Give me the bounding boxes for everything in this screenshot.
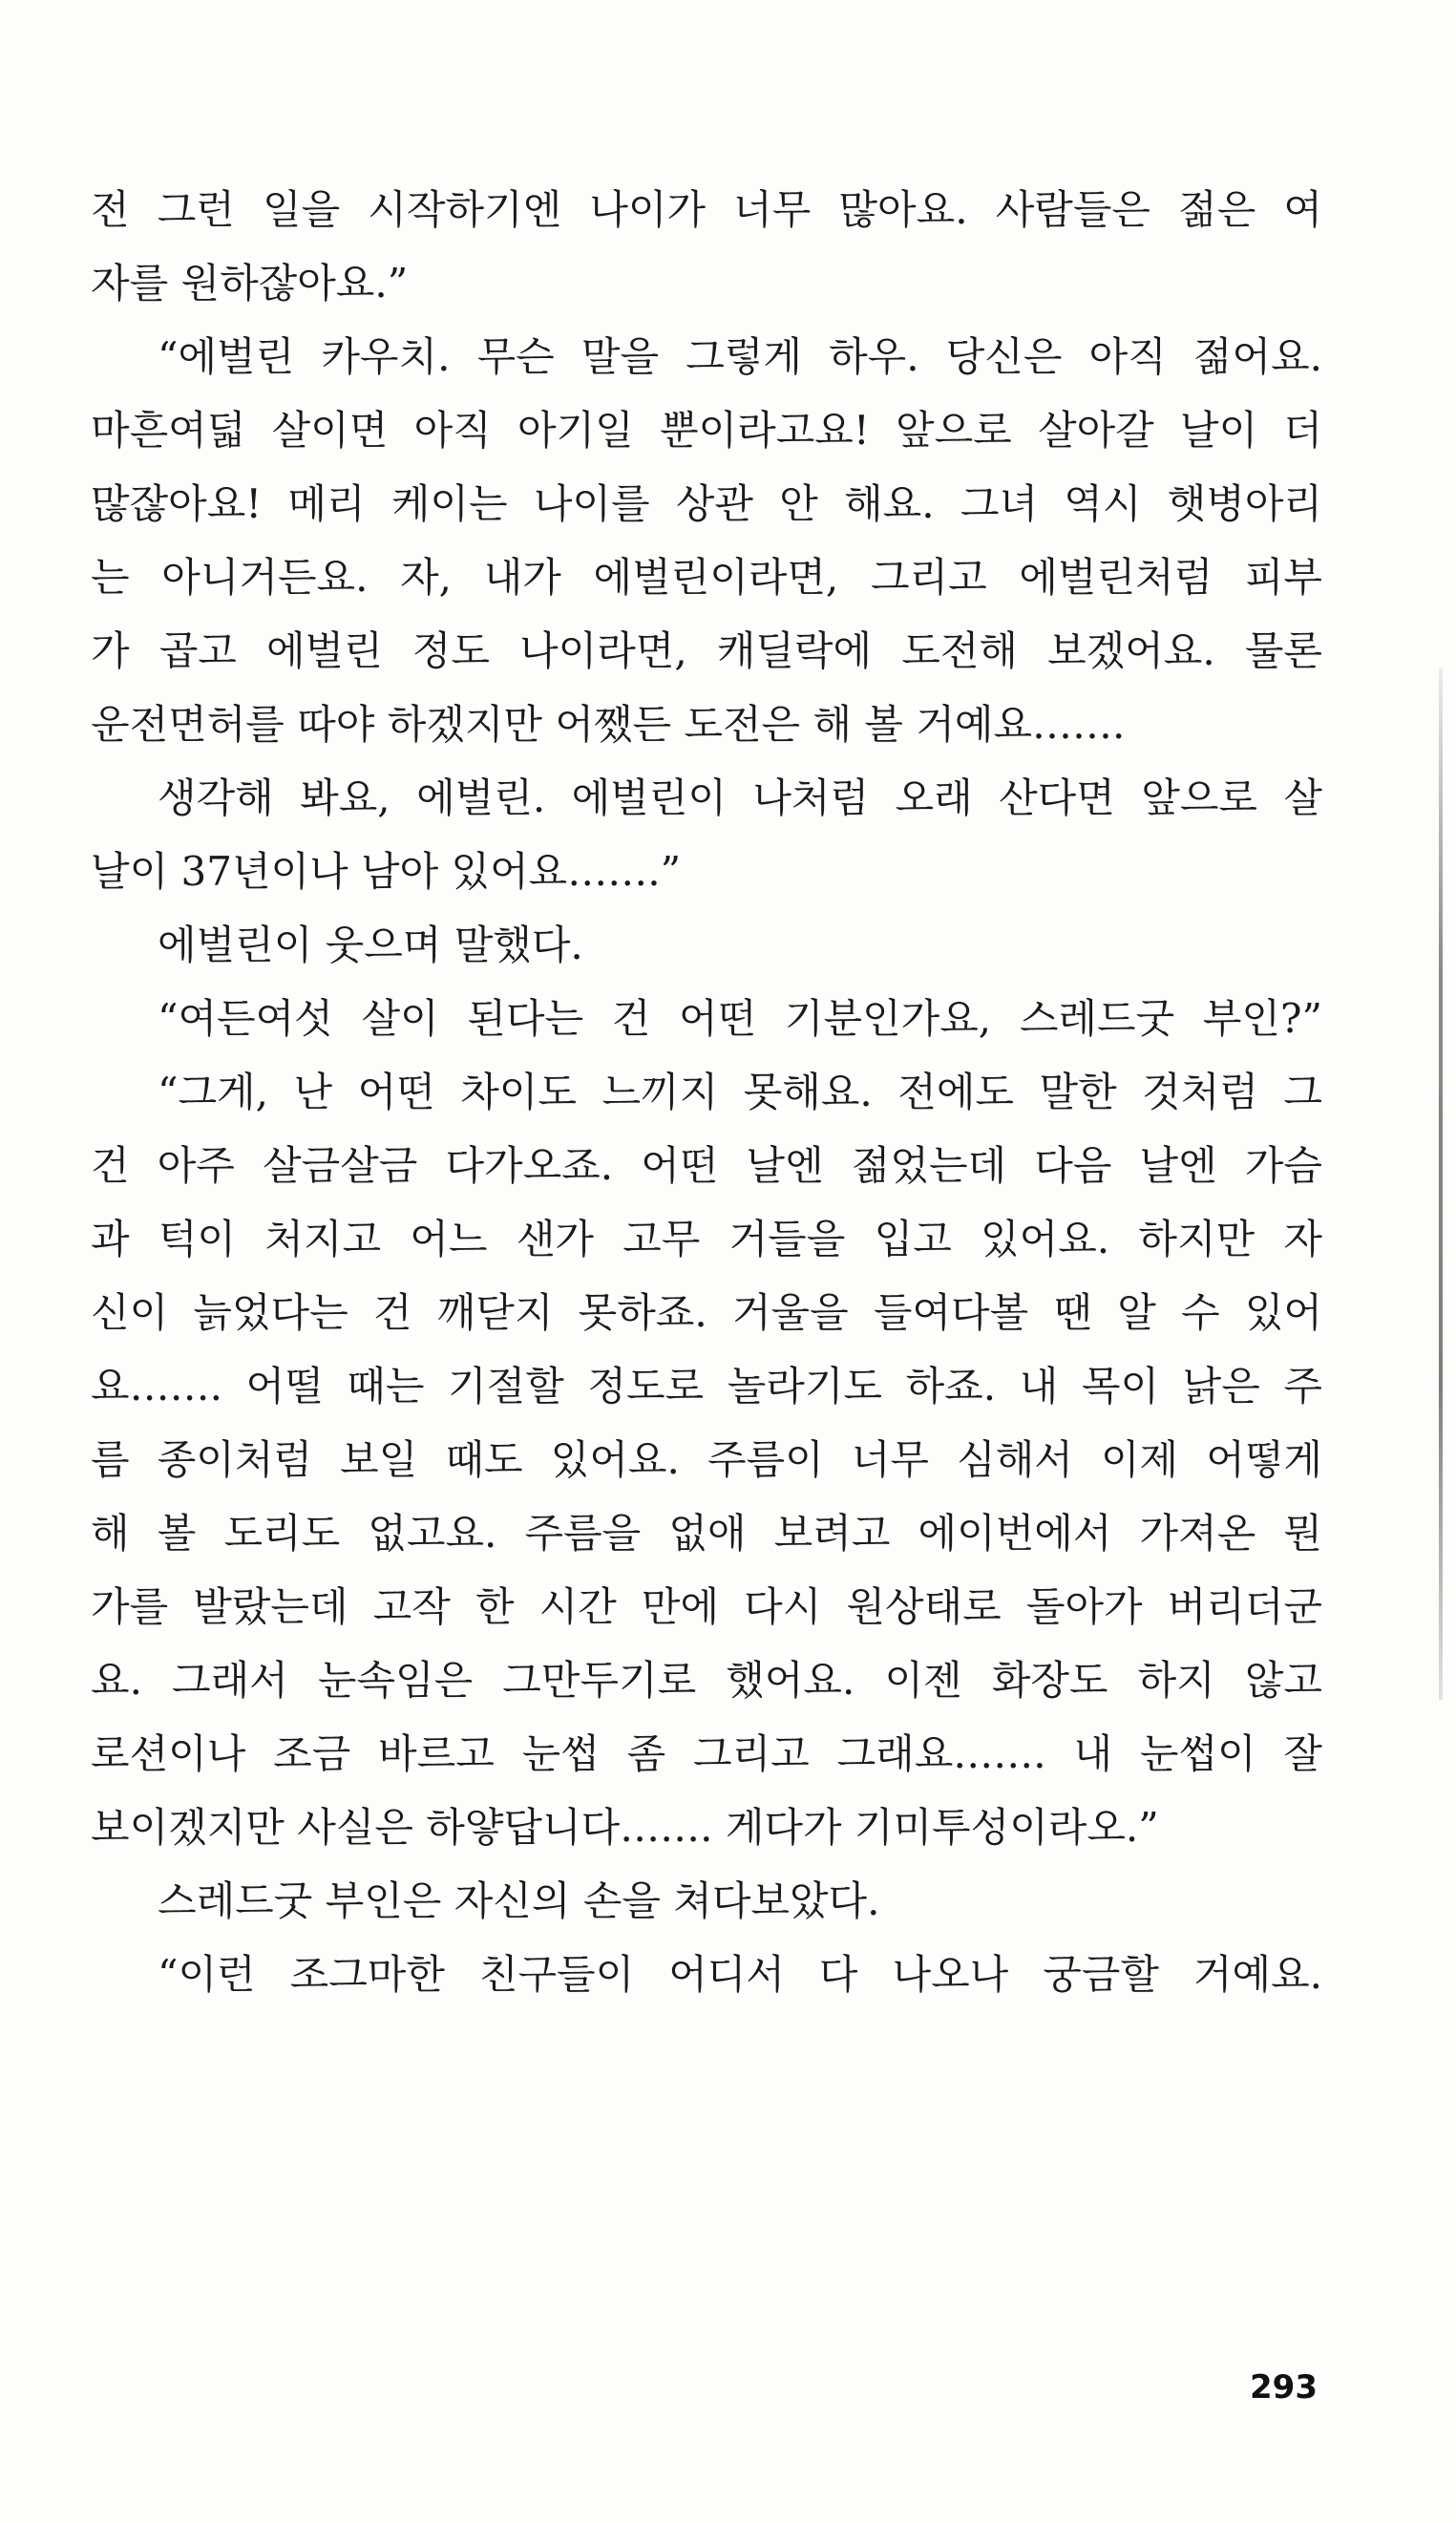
text-line: “여든여섯 살이 된다는 건 어떤 기분인가요, 스레드굿 부인?”	[158, 995, 1322, 1042]
text-line: 자를 원하잖아요.”	[91, 260, 409, 307]
text-line: 과 턱이 처지고 어느 샌가 고무 거들을 입고 있어요. 하지만 자	[91, 1216, 1322, 1262]
text-line: 요……. 어떨 때는 기절할 정도로 놀라기도 하죠. 내 목이 낡은 주	[91, 1363, 1322, 1410]
text-line: 요. 그래서 눈속임은 그만두기로 했어요. 이젠 화장도 하지 않고	[91, 1657, 1322, 1704]
text-line: “이런 조그마한 친구들이 어디서 다 나오나 궁금할 거예요.	[158, 1951, 1322, 1998]
text-line: 운전면허를 따야 하겠지만 어쨌든 도전은 해 볼 거예요…….	[91, 701, 1126, 748]
text-line: 름 종이처럼 보일 때도 있어요. 주름이 너무 심해서 이제 어떻게	[91, 1436, 1322, 1483]
text-line: 가를 발랐는데 고작 한 시간 만에 다시 원상태로 돌아가 버리더군	[91, 1583, 1322, 1630]
page-number: 293	[1250, 2368, 1318, 2406]
text-line: 전 그런 일을 시작하기엔 나이가 너무 많아요. 사람들은 젊은 여	[91, 186, 1322, 233]
text-line: 많잖아요! 메리 케이는 나이를 상관 안 해요. 그녀 역시 햇병아리	[91, 480, 1322, 527]
text-line: 마흔여덟 살이면 아직 아기일 뿐이라고요! 앞으로 살아갈 날이 더	[91, 407, 1322, 454]
text-line: 보이겠지만 사실은 하얗답니다……. 게다가 기미투성이라오.”	[91, 1804, 1159, 1851]
text-line: “에벌린 카우치. 무슨 말을 그렇게 하우. 당신은 아직 젊어요.	[158, 333, 1322, 380]
text-line: 가 곱고 에벌린 정도 나이라면, 캐딜락에 도전해 보겠어요. 물론	[91, 627, 1322, 674]
page-edge-shadow	[1439, 668, 1443, 1700]
text-line: 생각해 봐요, 에벌린. 에벌린이 나처럼 오래 산다면 앞으로 살	[158, 774, 1322, 821]
text-line: 신이 늙었다는 건 깨닫지 못하죠. 거울을 들여다볼 땐 알 수 있어	[91, 1289, 1322, 1336]
text-line: 는 아니거든요. 자, 내가 에벌린이라면, 그리고 에벌린처럼 피부	[91, 554, 1322, 601]
text-line: 스레드굿 부인은 자신의 손을 쳐다보았다.	[158, 1877, 880, 1924]
text-line: 날이 37년이나 남아 있어요…….”	[91, 848, 682, 895]
text-line: “그게, 난 어떤 차이도 느끼지 못해요. 전에도 말한 것처럼 그	[158, 1069, 1322, 1115]
text-line: 로션이나 조금 바르고 눈썹 좀 그리고 그래요……. 내 눈썹이 잘	[91, 1730, 1322, 1777]
text-line: 해 볼 도리도 없고요. 주름을 없애 보려고 에이번에서 가져온 뭔	[91, 1510, 1322, 1557]
text-line: 에벌린이 웃으며 말했다.	[158, 922, 583, 968]
text-line: 건 아주 살금살금 다가오죠. 어떤 날엔 젊었는데 다음 날엔 가슴	[91, 1142, 1322, 1189]
